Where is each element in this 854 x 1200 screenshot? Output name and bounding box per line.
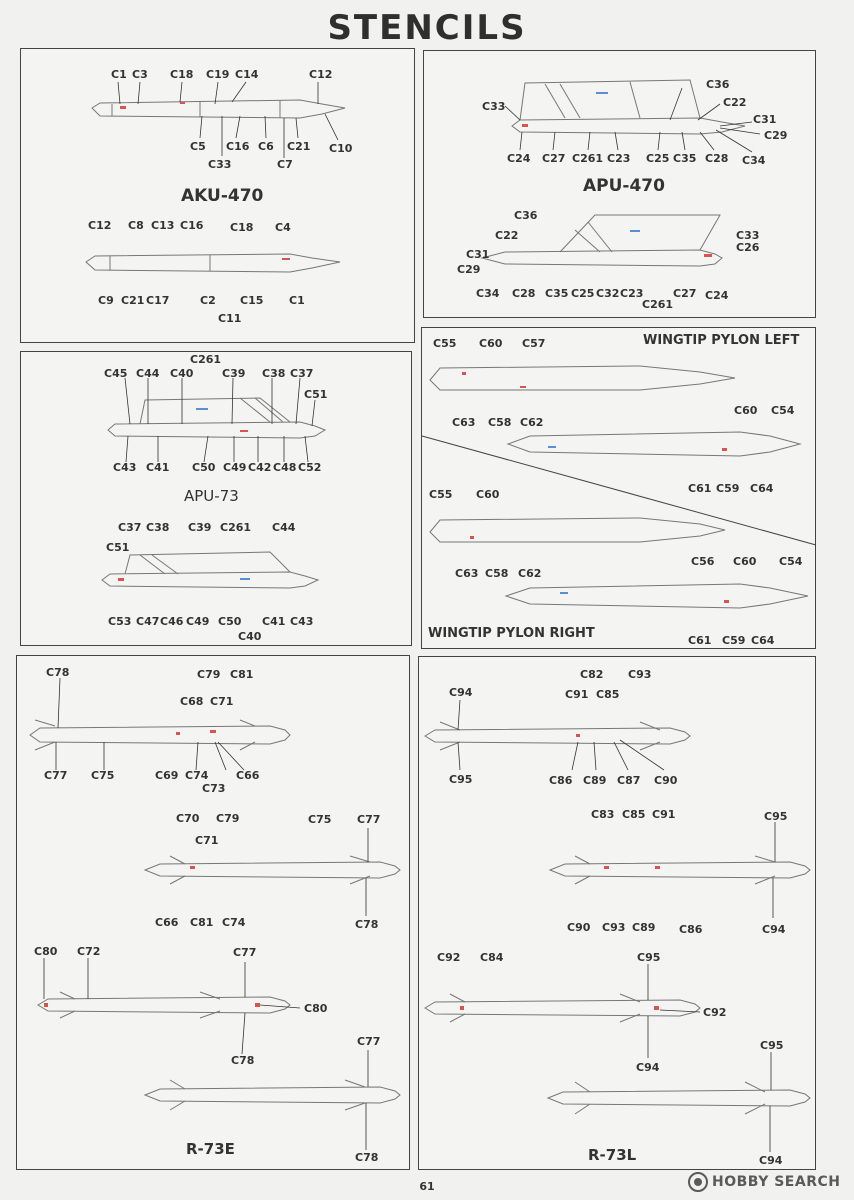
callout-label: C86 <box>549 774 573 787</box>
callout-label: C43 <box>290 615 314 628</box>
callout-label: C60 <box>734 404 758 417</box>
callout-label: C57 <box>522 337 546 350</box>
callout-label: C15 <box>240 294 264 307</box>
callout-label: C80 <box>34 945 58 958</box>
callout-label: C60 <box>479 337 503 350</box>
callout-label: C58 <box>488 416 512 429</box>
callout-label: C31 <box>753 113 777 126</box>
callout-label: C6 <box>258 140 274 153</box>
callout-label: C69 <box>155 769 179 782</box>
callout-label: C44 <box>272 521 296 534</box>
callout-label: C58 <box>485 567 509 580</box>
callout-label: C37 <box>118 521 142 534</box>
callout-label: C86 <box>679 923 703 936</box>
callout-label: C78 <box>46 666 70 679</box>
callout-label: C51 <box>304 388 328 401</box>
callout-label: C63 <box>455 567 479 580</box>
callout-label: C61 <box>688 482 712 495</box>
callout-label: C16 <box>226 140 250 153</box>
callout-label: C50 <box>218 615 242 628</box>
callout-label: C38 <box>262 367 286 380</box>
callout-label: C7 <box>277 158 293 171</box>
callout-label: C73 <box>202 782 226 795</box>
callout-label: C27 <box>673 287 697 300</box>
callout-label: C17 <box>146 294 170 307</box>
callout-label: C56 <box>691 555 715 568</box>
callout-label: C35 <box>545 287 569 300</box>
callout-label: C21 <box>287 140 311 153</box>
callout-label: C261 <box>572 152 604 165</box>
callout-label: C12 <box>309 68 333 81</box>
callout-label: C74 <box>222 916 246 929</box>
callout-label: C71 <box>210 695 234 708</box>
callout-label: C33 <box>736 229 760 242</box>
section-name-r-73e: R-73E <box>186 1140 235 1158</box>
callout-label: C95 <box>760 1039 784 1052</box>
callout-label: C74 <box>185 769 209 782</box>
callout-label: C85 <box>596 688 620 701</box>
callout-label: C95 <box>764 810 788 823</box>
callout-label: C92 <box>437 951 461 964</box>
callout-label: C59 <box>716 482 740 495</box>
callout-label: C35 <box>673 152 697 165</box>
callout-label: C14 <box>235 68 259 81</box>
callout-label: C94 <box>636 1061 660 1074</box>
callout-label: C68 <box>180 695 204 708</box>
callout-label: C38 <box>146 521 170 534</box>
callout-label: C10 <box>329 142 353 155</box>
callout-label: C62 <box>518 567 542 580</box>
callout-label: C40 <box>238 630 262 643</box>
section-name-wingtip-left: WINGTIP PYLON LEFT <box>643 333 800 348</box>
callout-label: C261 <box>642 298 674 311</box>
callout-label: C91 <box>652 808 676 821</box>
callout-label: C83 <box>591 808 615 821</box>
callout-label: C3 <box>132 68 148 81</box>
callout-label: C39 <box>222 367 246 380</box>
callout-label: C29 <box>764 129 788 142</box>
callout-label: C26 <box>736 241 760 254</box>
callout-label: C81 <box>190 916 214 929</box>
callout-label: C75 <box>91 769 115 782</box>
callout-label: C54 <box>779 555 803 568</box>
callout-label: C63 <box>452 416 476 429</box>
callout-label: C11 <box>218 312 242 325</box>
callout-label: C55 <box>433 337 457 350</box>
callout-label: C51 <box>106 541 130 554</box>
callout-label: C22 <box>495 229 519 242</box>
callout-label: C45 <box>104 367 128 380</box>
callout-label: C89 <box>583 774 607 787</box>
callout-label: C90 <box>654 774 678 787</box>
callout-label: C77 <box>357 1035 381 1048</box>
callout-label: C47 <box>136 615 160 628</box>
callout-label: C62 <box>520 416 544 429</box>
callout-label: C33 <box>208 158 232 171</box>
callout-label: C25 <box>646 152 670 165</box>
callout-label: C32 <box>596 287 620 300</box>
callout-label: C36 <box>706 78 730 91</box>
callout-label: C5 <box>190 140 206 153</box>
callout-label: C49 <box>223 461 247 474</box>
callout-label: C79 <box>216 812 240 825</box>
callout-label: C49 <box>186 615 210 628</box>
callout-label: C64 <box>750 482 774 495</box>
callout-label: C81 <box>230 668 254 681</box>
callout-label: C46 <box>160 615 184 628</box>
callout-label: C261 <box>190 353 222 366</box>
callout-label: C84 <box>480 951 504 964</box>
callout-label: C89 <box>632 921 656 934</box>
callout-label: C75 <box>308 813 332 826</box>
callout-label: C78 <box>355 1151 379 1164</box>
callout-label: C34 <box>742 154 766 167</box>
callout-label: C66 <box>155 916 179 929</box>
callout-label: C18 <box>230 221 254 234</box>
page-number: 61 <box>419 1180 435 1193</box>
callout-label: C95 <box>449 773 473 786</box>
callout-label: C24 <box>705 289 729 302</box>
callout-label: C31 <box>466 248 490 261</box>
callout-label: C85 <box>622 808 646 821</box>
callout-label: C80 <box>304 1002 328 1015</box>
section-name-wingtip-right: WINGTIP PYLON RIGHT <box>428 626 595 641</box>
callout-label: C82 <box>580 668 604 681</box>
callout-label: C23 <box>620 287 644 300</box>
callout-label: C28 <box>705 152 729 165</box>
callout-label: C61 <box>688 634 712 647</box>
callout-label: C93 <box>628 668 652 681</box>
callout-label: C8 <box>128 219 144 232</box>
callout-label: C27 <box>542 152 566 165</box>
callout-label: C40 <box>170 367 194 380</box>
callout-label: C29 <box>457 263 481 276</box>
callout-label: C34 <box>476 287 500 300</box>
callout-label: C28 <box>512 287 536 300</box>
callout-label: C41 <box>262 615 286 628</box>
callout-label: C55 <box>429 488 453 501</box>
callout-label: C18 <box>170 68 194 81</box>
section-name-r-73l: R-73L <box>588 1146 637 1164</box>
callout-label: C24 <box>507 152 531 165</box>
callout-label: C9 <box>98 294 114 307</box>
callout-label: C79 <box>197 668 221 681</box>
callout-label: C94 <box>759 1154 783 1167</box>
hobby-search-watermark <box>688 1172 840 1192</box>
callout-label: C13 <box>151 219 175 232</box>
callout-label: C42 <box>248 461 272 474</box>
callout-label: C21 <box>121 294 145 307</box>
callout-label: C60 <box>476 488 500 501</box>
callout-label: C92 <box>703 1006 727 1019</box>
callout-label: C90 <box>567 921 591 934</box>
callout-label: C37 <box>290 367 314 380</box>
callout-label: C43 <box>113 461 137 474</box>
callout-label: C70 <box>176 812 200 825</box>
callout-label: C16 <box>180 219 204 232</box>
callout-label: C64 <box>751 634 775 647</box>
callout-label: C94 <box>449 686 473 699</box>
callout-label: C44 <box>136 367 160 380</box>
callout-label: C2 <box>200 294 216 307</box>
watermark-text: HOBBY SEARCH <box>712 1174 841 1190</box>
callout-label: C50 <box>192 461 216 474</box>
callout-label: C12 <box>88 219 112 232</box>
callout-label: C66 <box>236 769 260 782</box>
callout-label: C77 <box>357 813 381 826</box>
callout-label: C54 <box>771 404 795 417</box>
callout-label: C1 <box>111 68 127 81</box>
callout-label: C19 <box>206 68 230 81</box>
callout-label: C60 <box>733 555 757 568</box>
callout-label: C95 <box>637 951 661 964</box>
callout-label: C72 <box>77 945 101 958</box>
callout-label: C22 <box>723 96 747 109</box>
hobby-search-logo-icon <box>688 1172 708 1192</box>
section-name-apu-470: APU-470 <box>583 176 665 196</box>
callout-label: C59 <box>722 634 746 647</box>
callout-label: C41 <box>146 461 170 474</box>
callout-label: C53 <box>108 615 132 628</box>
callout-label: C39 <box>188 521 212 534</box>
callout-label: C4 <box>275 221 291 234</box>
section-name-apu-73: APU-73 <box>184 487 239 505</box>
callout-label: C23 <box>607 152 631 165</box>
callout-label: C77 <box>44 769 68 782</box>
callout-label: C33 <box>482 100 506 113</box>
callout-label: C1 <box>289 294 305 307</box>
callout-label: C52 <box>298 461 322 474</box>
callout-label: C78 <box>355 918 379 931</box>
callout-label: C77 <box>233 946 257 959</box>
callout-label: C36 <box>514 209 538 222</box>
callout-label: C91 <box>565 688 589 701</box>
page-title: STENCILS <box>327 8 527 48</box>
callout-label: C93 <box>602 921 626 934</box>
callout-label: C94 <box>762 923 786 936</box>
callout-label: C261 <box>220 521 252 534</box>
callout-label: C25 <box>571 287 595 300</box>
callout-label: C48 <box>273 461 297 474</box>
callout-label: C78 <box>231 1054 255 1067</box>
section-name-aku-470: AKU-470 <box>181 186 264 206</box>
callout-label: C87 <box>617 774 641 787</box>
callout-label: C71 <box>195 834 219 847</box>
